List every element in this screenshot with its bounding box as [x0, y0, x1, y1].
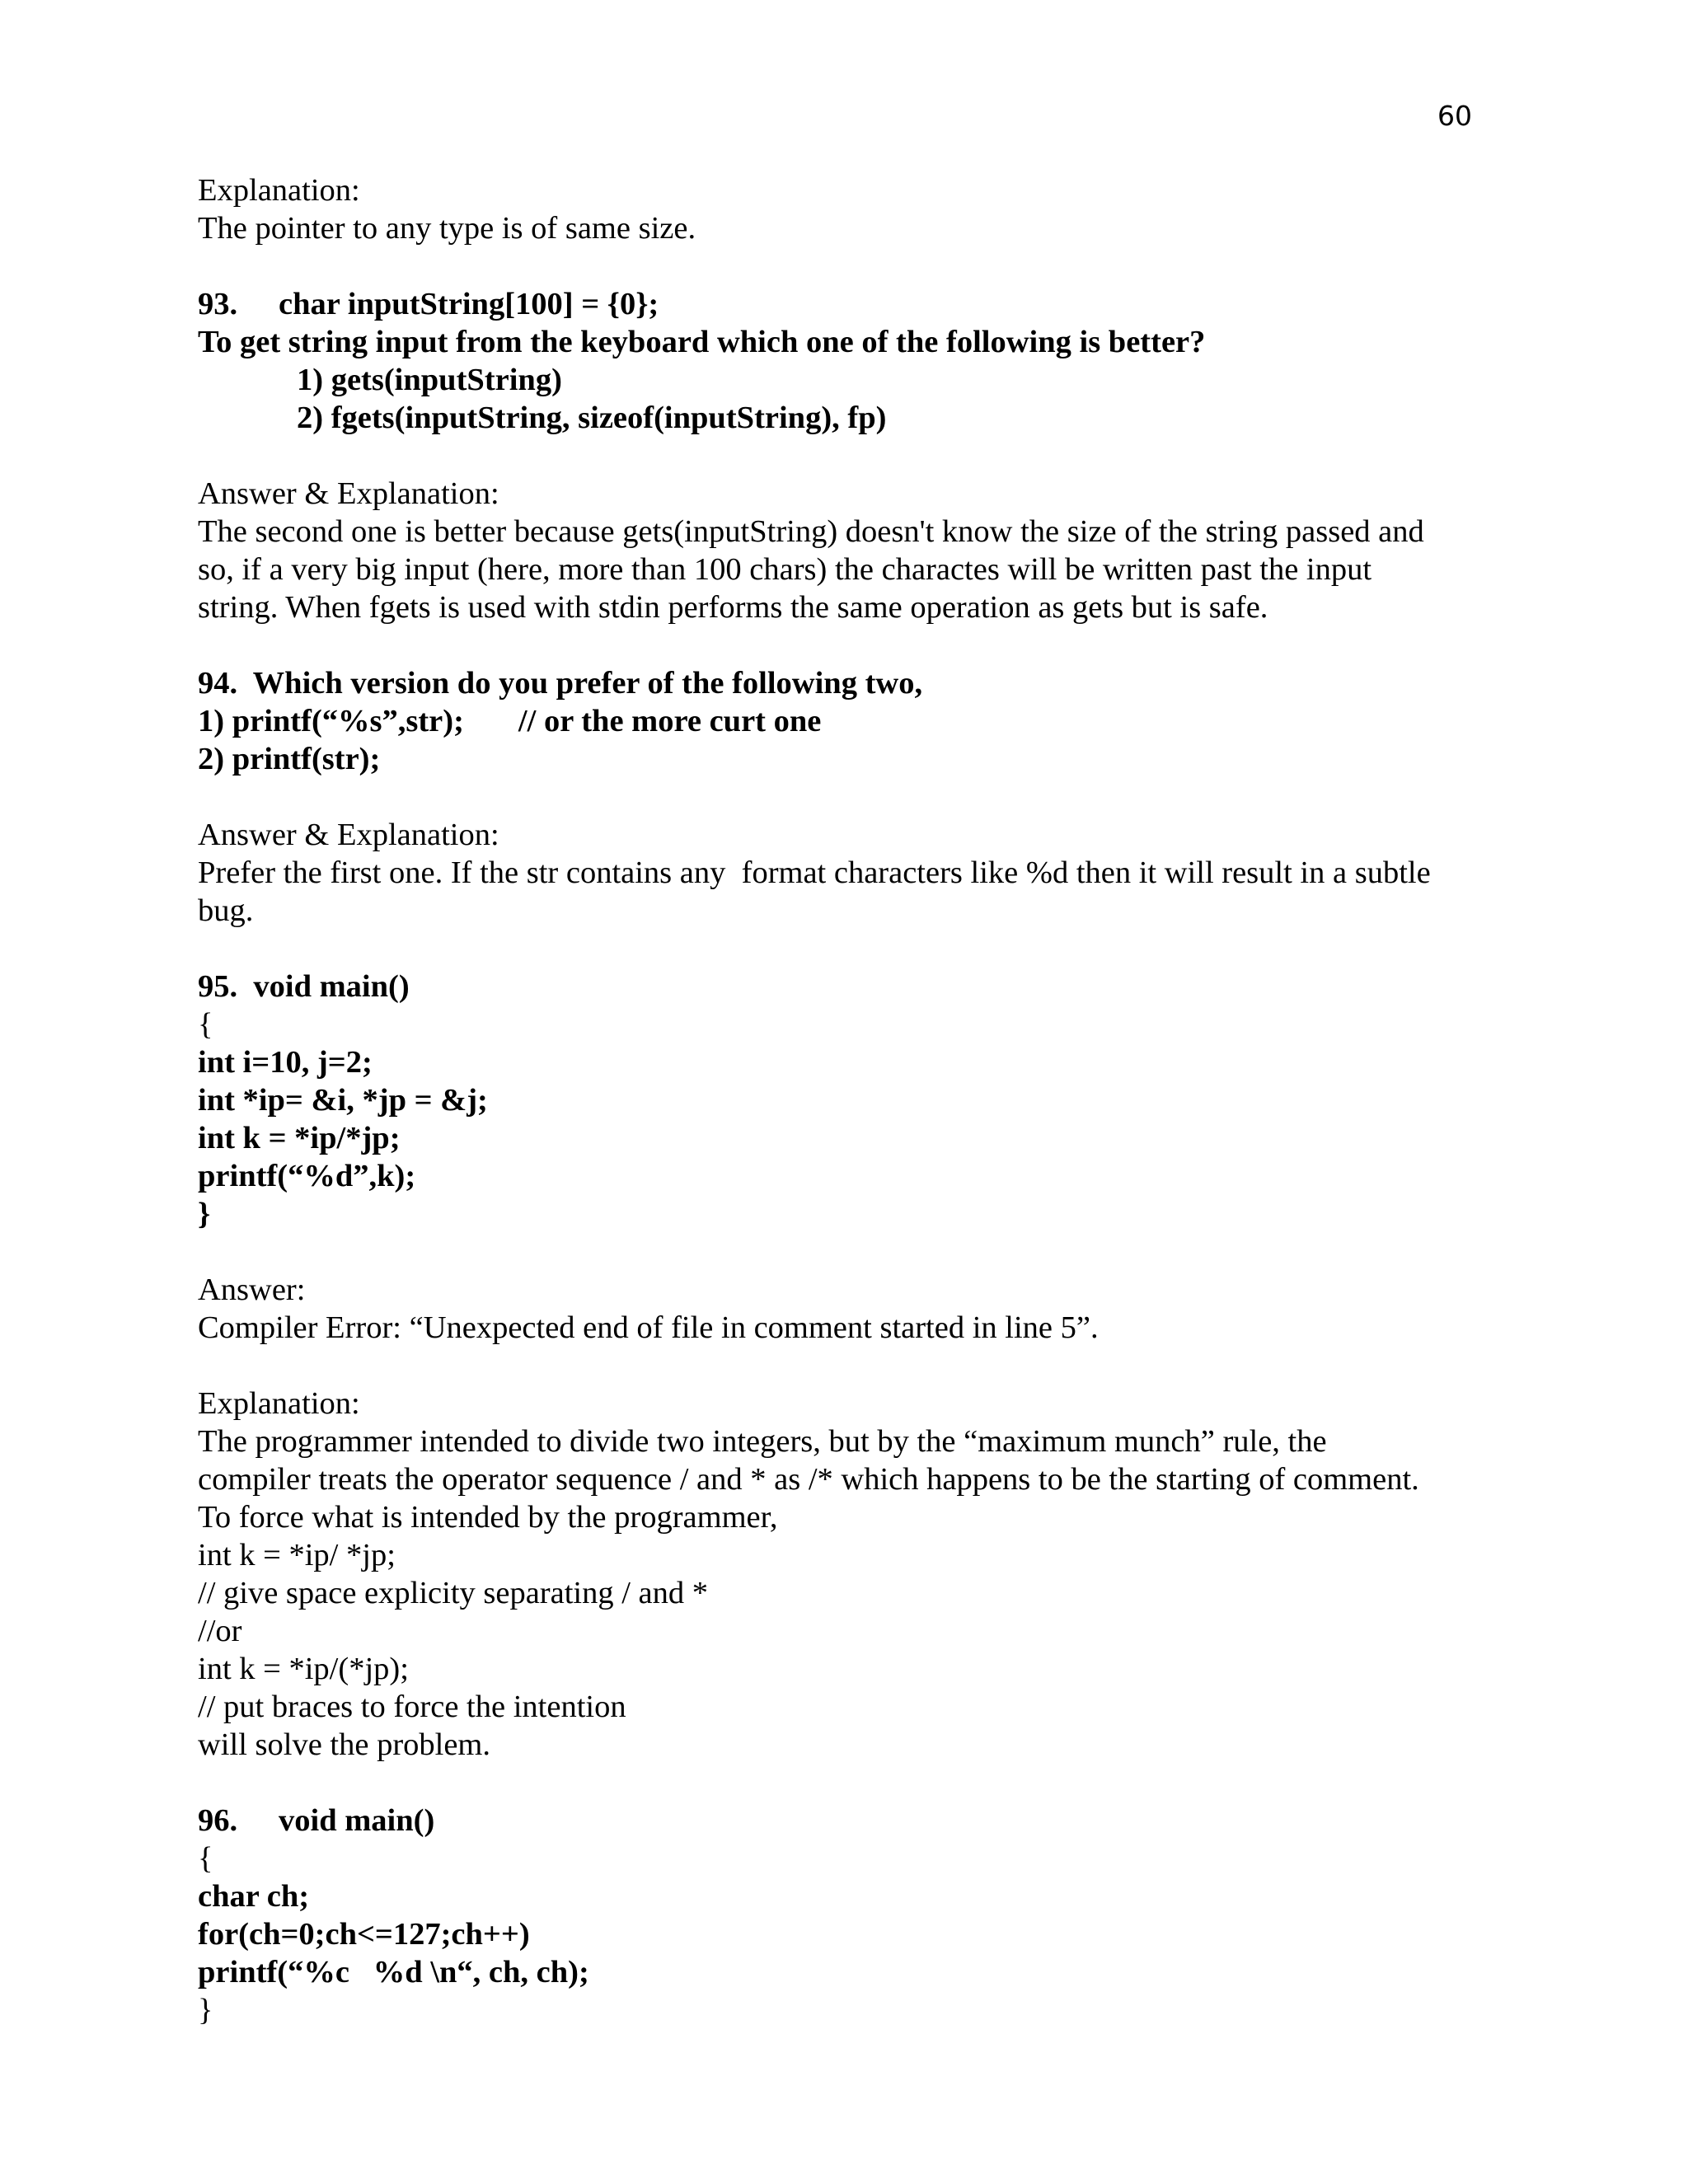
explanation-line: To force what is intended by the programmer,	[198, 1500, 778, 1535]
explanation-line: The pointer to any type is of same size.	[198, 211, 696, 246]
explanation-line: //or	[198, 1614, 242, 1648]
question-96-code-line: for(ch=0;ch<=127;ch++)	[198, 1917, 530, 1952]
question-96-code-line: printf(“%c %d \n“, ch, ch);	[198, 1955, 589, 1990]
question-93-option-1: 1) gets(inputString)	[297, 363, 562, 397]
page-number: 60	[1437, 100, 1472, 132]
answer-line: Compiler Error: “Unexpected end of file in comment started in line 5”.	[198, 1310, 1099, 1345]
question-94-option-2: 2) printf(str);	[198, 742, 381, 776]
code-brace: {	[198, 1007, 213, 1042]
answer-heading: Answer & Explanation:	[198, 818, 499, 852]
explanation-heading: Explanation:	[198, 173, 360, 208]
question-95-code-line: 95. void main()	[198, 969, 410, 1004]
explanation-line: int k = *ip/ *jp;	[198, 1538, 396, 1572]
question-95-code-line: int k = *ip/*jp;	[198, 1121, 401, 1155]
answer-heading: Answer & Explanation:	[198, 476, 499, 511]
page-content	[198, 171, 1508, 2029]
question-number: 96.	[198, 1803, 238, 1838]
question-96-code-line: char ch;	[198, 1879, 310, 1914]
explanation-line: The programmer intended to divide two integers, but by the “maximum munch” rule, the	[198, 1424, 1327, 1459]
answer-line: The second one is better because gets(inputString) doesn't know the size of the string passed and	[198, 514, 1424, 549]
explanation-heading: Explanation:	[198, 1386, 360, 1421]
question-94-text: 94. Which version do you prefer of the following two,	[198, 666, 923, 701]
answer-line: bug.	[198, 893, 254, 928]
question-94-option-1	[198, 702, 1508, 740]
code-brace: }	[198, 1993, 213, 2027]
question-93-code	[198, 285, 1508, 323]
explanation-line: compiler treats the operator sequence / and * as /* which happens to be the starting of comment.	[198, 1462, 1419, 1497]
explanation-line: will solve the problem.	[198, 1727, 490, 1762]
explanation-line: // put braces to force the intention	[198, 1690, 626, 1724]
question-95-code-line: int i=10, j=2;	[198, 1045, 373, 1080]
question-93-text: To get string input from the keyboard which one of the following is better?	[198, 325, 1206, 359]
question-number: 93.	[198, 287, 238, 321]
answer-heading: Answer:	[198, 1272, 306, 1307]
explanation-line: int k = *ip/(*jp);	[198, 1652, 409, 1686]
answer-line: string. When fgets is used with stdin performs the same operation as gets but is safe.	[198, 590, 1268, 625]
answer-line: so, if a very big input (here, more than 100 chars) the charactes will be written past the input	[198, 552, 1372, 587]
code-brace: }	[198, 1197, 211, 1231]
question-93-option-2: 2) fgets(inputString, sizeof(inputString), fp)	[297, 401, 887, 435]
question-code: char inputString[100] = {0};	[279, 287, 659, 321]
question-95-code-line: int *ip= &i, *jp = &j;	[198, 1083, 488, 1118]
question-95-code-line: printf(“%d”,k);	[198, 1159, 416, 1193]
code-brace: {	[198, 1841, 213, 1876]
answer-line: Prefer the first one. If the str contains any format characters like %d then it will result in a subtle	[198, 855, 1431, 890]
question-code: void main()	[279, 1803, 435, 1838]
option-code: 1) printf(“%s”,str);	[198, 704, 464, 738]
explanation-line: // give space explicity separating / and *	[198, 1576, 709, 1610]
question-96-signature	[198, 1802, 1508, 1840]
option-comment: // or the more curt one	[518, 704, 822, 738]
